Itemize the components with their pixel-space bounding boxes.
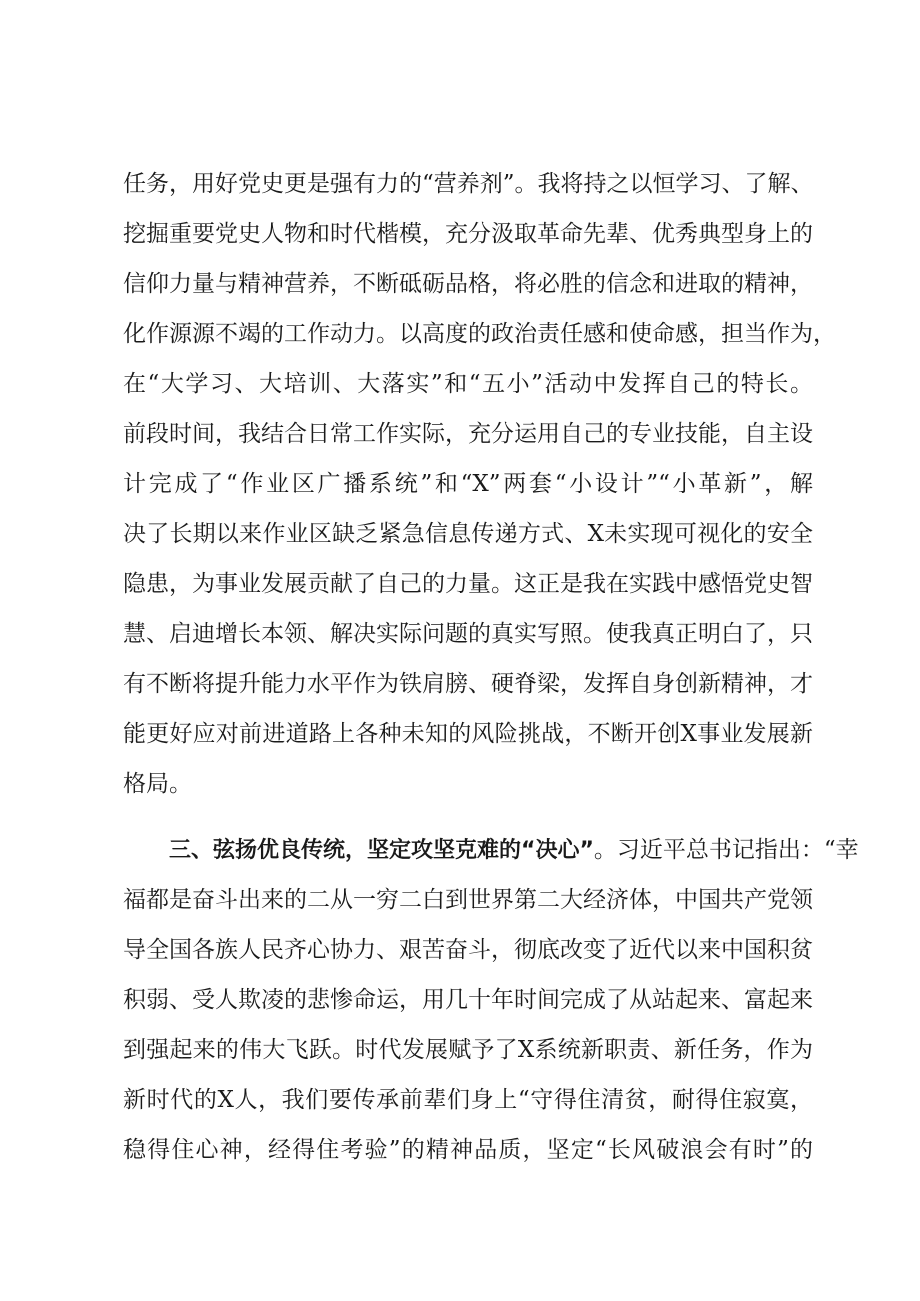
paragraph1-line: 有不断将提升能力水平作为铁肩膀、硬脊梁，发挥自身创新精神，才: [123, 671, 813, 697]
section-heading-continuation: 。习近平总书记指出：“幸: [593, 837, 859, 863]
paragraph1-line: 计完成了“作业区广播系统”和“X”两套“小设计”“小革新”，解: [123, 471, 813, 497]
paragraph2-line: 稳得住心神，经得住考验”的精神品质，坚定“长风破浪会有时”的: [123, 1137, 813, 1163]
paragraph1-line: 在“大学习、大培训、大落实”和“五小”活动中发挥自己的特长。: [123, 371, 813, 397]
paragraph1-line: 化作源源不竭的工作动力。以高度的政治责任感和使命感，担当作为，: [123, 321, 836, 347]
paragraph1-line: 慧、启迪增长本领、解决实际问题的真实写照。使我真正明白了，只: [123, 621, 813, 647]
paragraph2-first-line: [123, 830, 859, 870]
paragraph1-line: 格局。: [123, 771, 192, 797]
paragraph1-line: 挖掘重要党史人物和时代楷模，充分汲取革命先辈、优秀典型身上的: [123, 221, 813, 247]
paragraph2-line: 新时代的X人，我们要传承前辈们身上“守得住清贫，耐得住寂寞，: [123, 1087, 813, 1113]
paragraph2-line: 福都是奋斗出来的二从一穷二白到世界第二大经济体，中国共产党领: [123, 887, 813, 913]
paragraph1-line: 信仰力量与精神营养，不断砥砺品格，将必胜的信念和进取的精神，: [123, 271, 813, 297]
paragraph2-line: 导全国各族人民齐心协力、艰苦奋斗，彻底改变了近代以来中国积贫: [123, 937, 813, 963]
section-heading: 三、弦扬优良传统，坚定攻坚克难的“决心”: [169, 838, 594, 863]
paragraph1-line: 决了长期以来作业区缺乏紧急信息传递方式、X未实现可视化的安全: [123, 521, 813, 547]
paragraph1-line: 前段时间，我结合日常工作实际，充分运用自己的专业技能，自主设: [123, 421, 813, 447]
paragraph1-line: 任务，用好党史更是强有力的“营养剂”。我将持之以恒学习、了解、: [123, 171, 814, 197]
paragraph1-line: 隐患，为事业发展贡献了自己的力量。这正是我在实践中感悟党史智: [123, 571, 813, 597]
paragraph2-line: 积弱、受人欺凌的悲惨命运，用几十年时间完成了从站起来、富起来: [123, 987, 813, 1013]
paragraph2-line: 到强起来的伟大飞跃。时代发展赋予了X系统新职责、新任务，作为: [123, 1037, 813, 1063]
paragraph1-line: 能更好应对前进道路上各种未知的风险挑战，不断开创X事业发展新: [123, 721, 813, 747]
